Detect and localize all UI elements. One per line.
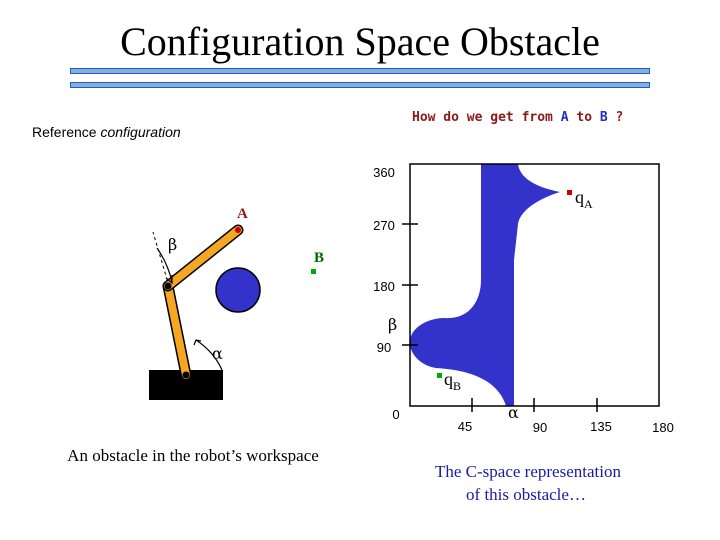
point-a-label: A [237,206,248,222]
lower-link [168,286,186,375]
cspace-caption-line-2: of this obstacle… [466,485,586,504]
y-tick-label: 90 [376,340,392,355]
y-tick-label: 270 [373,218,395,233]
workspace-caption: An obstacle in the robot’s workspace [67,446,319,465]
question-suffix: ? [615,110,624,125]
qb-q: q [444,369,453,389]
slide-title: Configuration Space Obstacle [120,19,600,64]
beta-label: β [168,235,178,254]
x-axis-label-alpha: α [508,403,519,422]
y-tick-label: 360 [373,165,395,180]
y-axis-label-beta: β [388,315,398,334]
reference-italic: configuration [100,124,181,140]
reference-plain: Reference [32,124,97,140]
alpha-label: α [212,344,223,363]
qa-subscript: A [584,197,593,211]
end-effector-point-a [235,227,241,233]
qb-label [444,369,461,393]
question-to: B [599,110,608,125]
qb-subscript: B [453,379,462,393]
x-tick-label: 135 [590,419,612,434]
qa-label [575,187,593,211]
question-prefix: How do we get from [412,110,553,125]
elbow-joint [165,283,172,290]
workspace-obstacle [216,268,260,312]
point-b-marker [311,269,316,274]
x-tick-label: 45 [457,419,473,434]
point-b-label: B [314,250,325,266]
question-from: A [560,110,569,125]
x-tick-label: 90 [532,420,548,435]
y-tick-label: 0 [392,407,400,422]
cspace-plot [373,164,674,504]
y-tick-label: 180 [373,279,395,294]
shoulder-joint [183,372,190,379]
question-mid: to [576,110,593,125]
qa-q: q [575,187,584,207]
cspace-obstacle-region [410,164,560,406]
qb-marker [437,373,442,378]
workspace [67,206,324,465]
cspace-caption-line-1: The C-space representation [435,462,621,481]
qa-marker [567,190,572,195]
x-tick-label: 180 [652,420,674,435]
